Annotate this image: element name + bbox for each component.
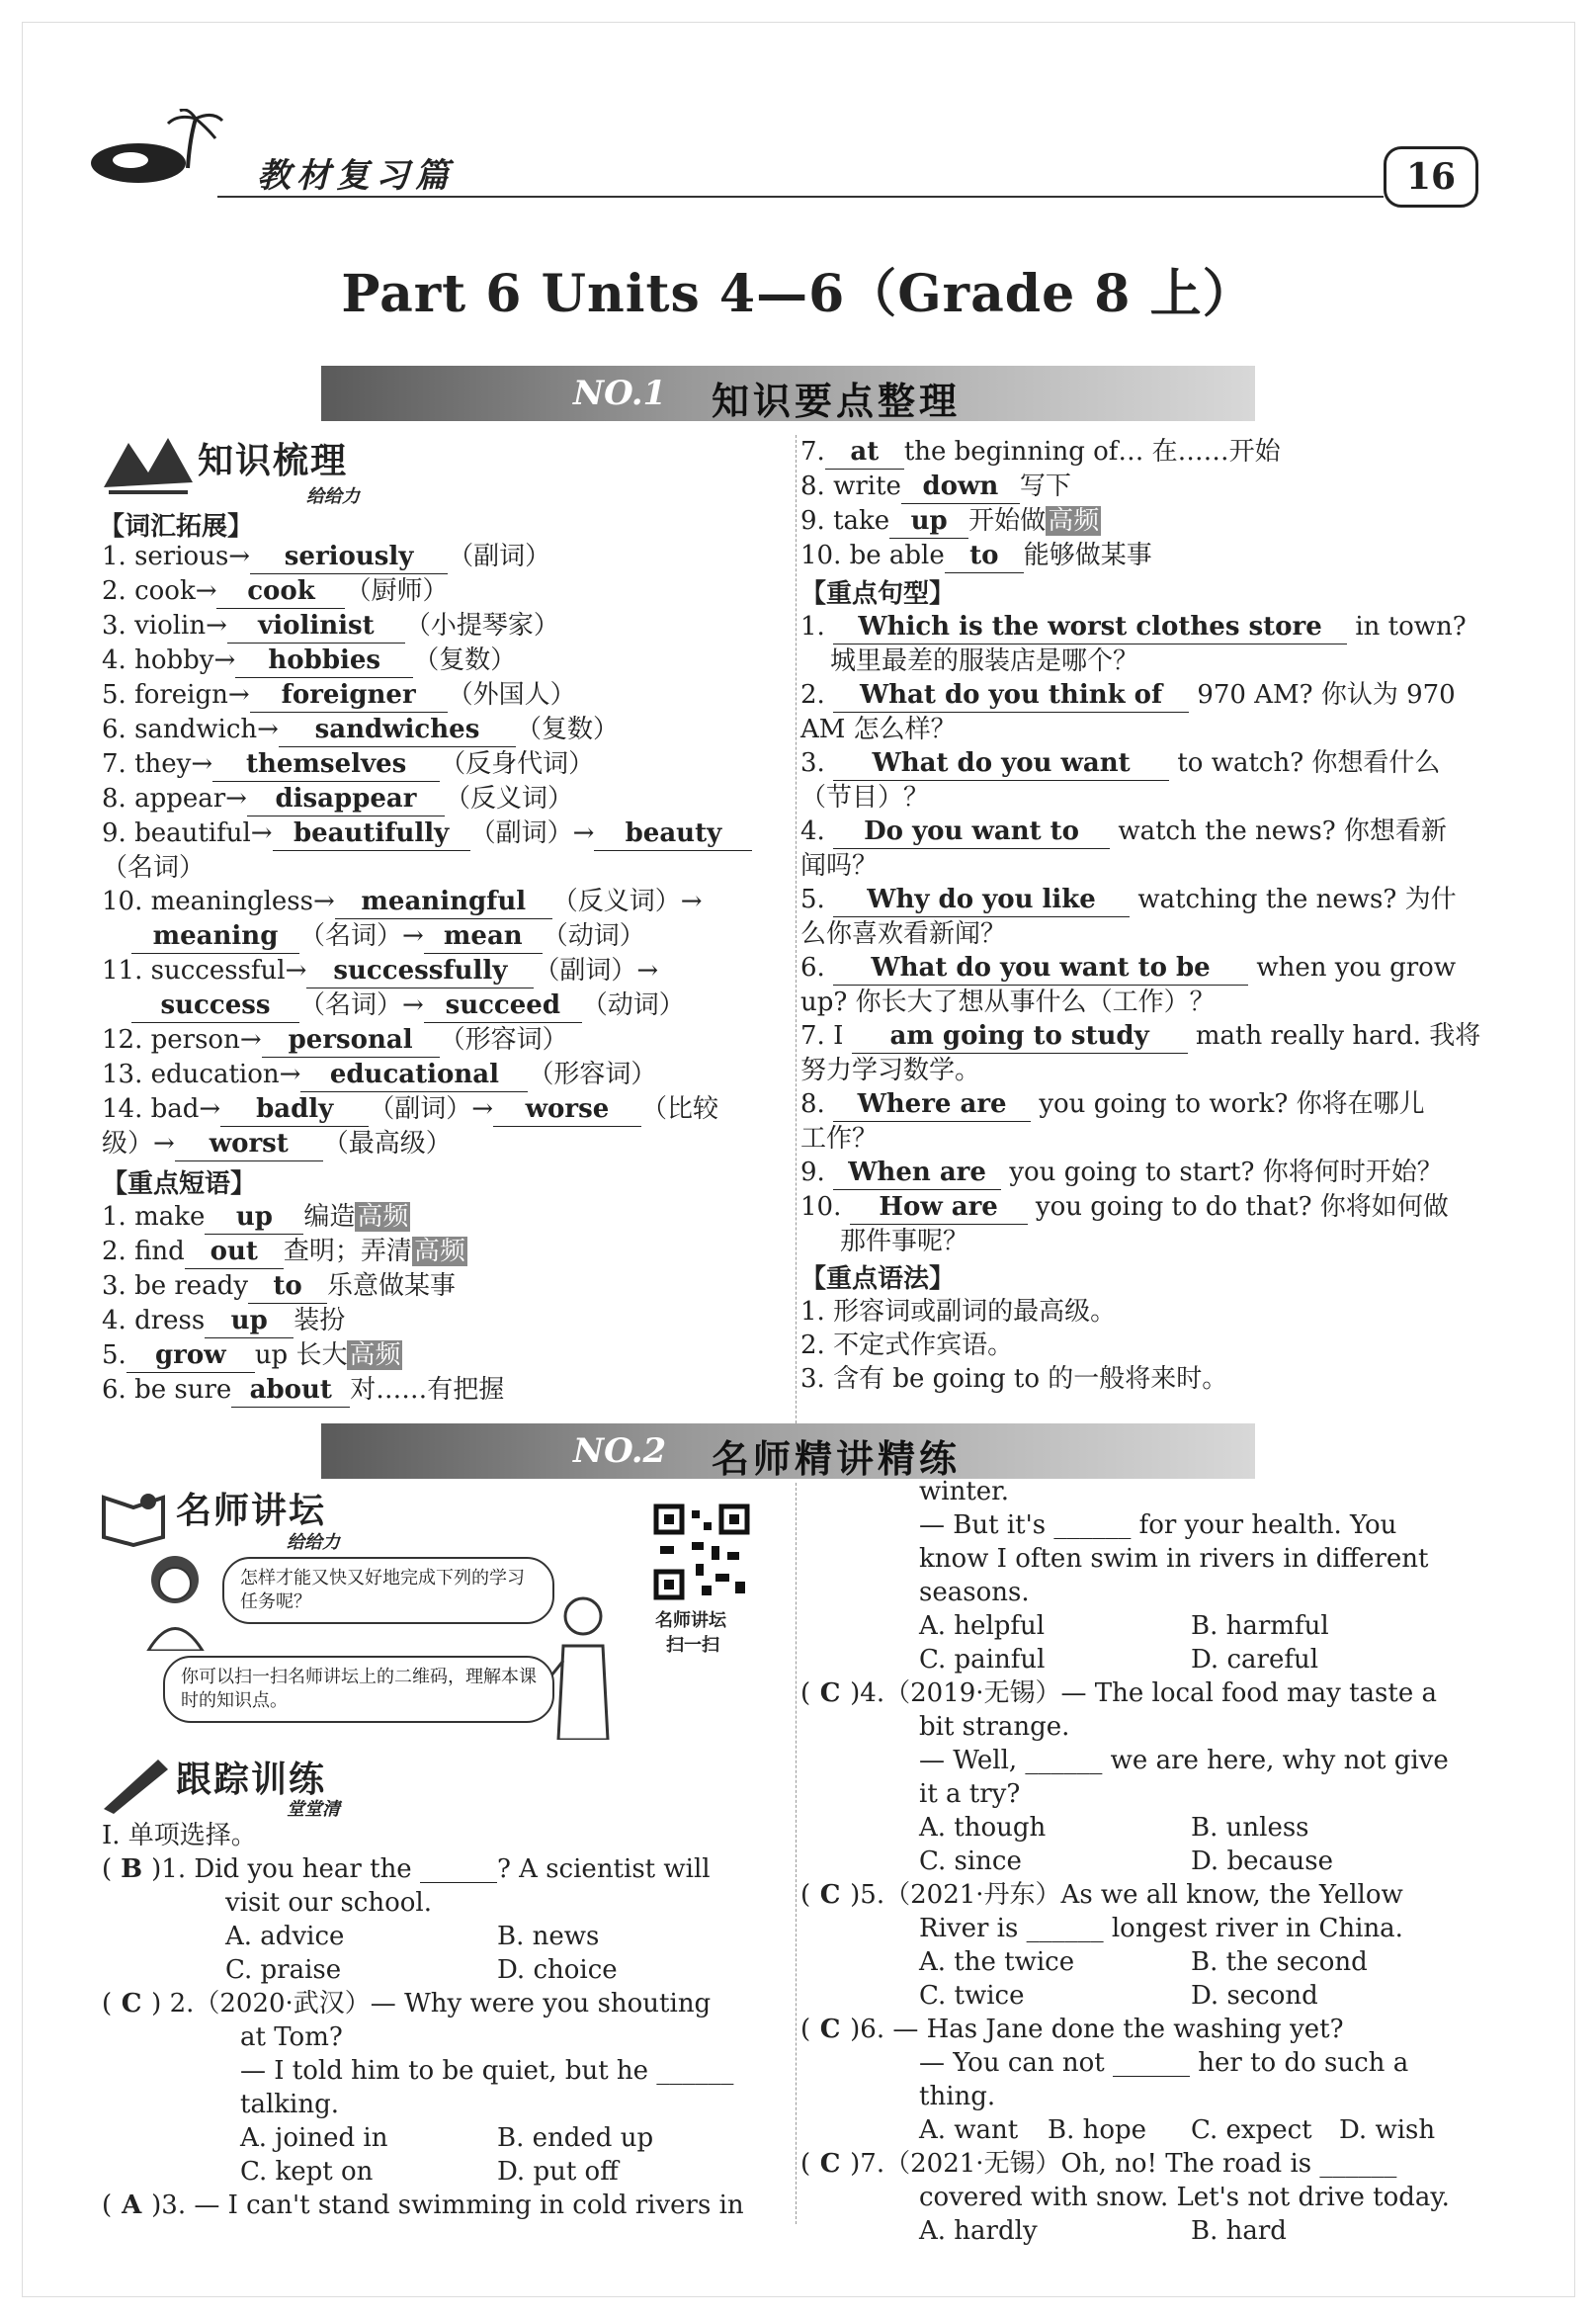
teacher-sub: 给给力	[287, 1532, 340, 1553]
sentence-cn: up? 你长大了想从事什么（工作）？	[800, 988, 1216, 1017]
sentence-item: 10. How are you going to do that? 你将如何做	[800, 1190, 1480, 1225]
sentence-item: 4. Do you want to watch the news? 你想看新	[800, 815, 1480, 849]
question-text: winter.	[919, 1477, 1009, 1506]
options: C. painful D. careful	[919, 1645, 1319, 1675]
question-text: visit our school.	[225, 1888, 433, 1918]
header-rule	[217, 196, 1384, 198]
options: C. twice D. second	[919, 1981, 1318, 2011]
question-text: covered with snow. Let's not drive today.	[919, 2183, 1450, 2212]
practice-left	[102, 1819, 774, 2222]
page-number: 16	[1384, 146, 1478, 208]
grammar-item: 1. 形容词或副词的最高级。	[800, 1297, 1117, 1327]
vocab-item: 1. serious→ seriously （副词）	[102, 540, 752, 574]
vocab-item-cont: 级）→ worst （最高级）	[102, 1127, 752, 1161]
question-text: — Well, ______ we are here, why not give	[919, 1746, 1449, 1775]
options: A. helpful B. harmful	[919, 1611, 1329, 1641]
column-divider	[796, 1483, 798, 2224]
right-column-knowledge	[800, 435, 1480, 1396]
teacher-figure-icon	[133, 1552, 217, 1651]
question-text: seasons.	[919, 1578, 1030, 1607]
question-6: ( C )6. — Has Jane done the washing yet?	[800, 2015, 1344, 2044]
sentence-item: 7. I am going to study math really hard. 我将	[800, 1019, 1480, 1054]
question-3: ( A )3. — I can't stand swimming in cold rivers in	[102, 2190, 744, 2220]
banner-teacher	[321, 1423, 1255, 1479]
question-7: ( C )7.（2021·无锡）Oh, no! The road is ______	[800, 2149, 1397, 2179]
question-4: ( C )4.（2019·无锡）— The local food may taste a	[800, 1678, 1437, 1708]
qr-code-icon[interactable]	[652, 1503, 751, 1601]
options: A. hardly B. hard	[919, 2216, 1287, 2246]
sentence-item: 8. Where are you going to work? 你将在哪儿	[800, 1087, 1480, 1122]
sentence-cn: 么你喜欢看新闻？	[800, 919, 1007, 949]
pen-icon	[99, 1755, 173, 1814]
question-text: — But it's ______ for your health. You	[919, 1510, 1397, 1540]
phrases-bracket: 【重点短语】	[102, 1169, 257, 1199]
phrase-item: 9. take up 开始做高频	[800, 504, 1480, 539]
phrase-item: 8. write down 写下	[800, 470, 1480, 504]
vocab-item: 5. foreign→ foreigner （外国人）	[102, 678, 752, 713]
question-5: ( C )5.（2021·丹东）As we all know, the Yellow	[800, 1880, 1403, 1910]
grammar-item: 2. 不定式作宾语。	[800, 1331, 1014, 1360]
banner-title: 知识要点整理	[712, 379, 962, 423]
options: A. advice B. news	[225, 1922, 600, 1951]
sentence-cn: 努力学习数学。	[800, 1056, 981, 1085]
banner-knowledge	[321, 366, 1255, 421]
sentence-item: 5. Why do you like watching the news? 为什	[800, 883, 1480, 917]
vocab-item: 14. bad→ badly （副词）→ worse （比较	[102, 1092, 752, 1127]
vocab-item-cont: success （名词）→ succeed （动词）	[102, 988, 752, 1023]
vocab-item-cont: （名词）	[102, 853, 206, 883]
palm-island-logo-icon	[89, 109, 227, 188]
question-text: River is ______ longest river in China.	[919, 1914, 1403, 1943]
sentence-cn: 那件事呢？	[840, 1227, 969, 1256]
sentences-bracket: 【重点句型】	[800, 579, 956, 609]
section-title: 教材复习篇	[257, 156, 455, 196]
vocab-item: 8. appear→ disappear （反义词）	[102, 782, 752, 816]
teacher-figure-icon	[539, 1591, 628, 1740]
vocab-item: 13. education→ educational （形容词）	[102, 1058, 752, 1092]
vocab-item: 9. beautiful→ beautifully （副词）→ beauty	[102, 816, 752, 851]
vocab-bracket: 【词汇拓展】	[99, 512, 254, 542]
grammar-item: 3. 含有 be going to 的一般将来时。	[800, 1364, 1228, 1394]
banner-number: NO.2	[573, 1431, 667, 1471]
options: C. kept on D. put off	[240, 2157, 619, 2187]
phrase-item: 7. at the beginning of… 在……开始	[800, 435, 1480, 470]
sentence-cn: 工作？	[800, 1124, 879, 1154]
question-text: at Tom?	[240, 2022, 343, 2052]
banner-title: 名师精讲精练	[712, 1436, 962, 1481]
phrase-item: 1. make up 编造高频	[102, 1200, 752, 1235]
phrase-item: 2. find out 查明；弄清高频	[102, 1235, 752, 1269]
sentence-item: 2. What do you think of 970 AM? 你认为 970	[800, 678, 1480, 713]
vocab-item: 7. they→ themselves （反身代词）	[102, 747, 752, 782]
speech-bubble-question: 怎样才能又快又好地完成下列的学习任务呢？	[222, 1557, 554, 1624]
sentence-item: 3. What do you want to watch? 你想看什么	[800, 746, 1480, 781]
vocab-item: 10. meaningless→ meaningful （反义词）→	[102, 885, 752, 919]
question-text: thing.	[919, 2082, 996, 2111]
practice-right	[800, 1475, 1472, 2248]
part-title: Ⅰ. 单项选择。	[102, 1821, 257, 1850]
vocab-item: 12. person→ personal （形容词）	[102, 1023, 752, 1058]
knowledge-sub: 给给力	[306, 486, 360, 507]
phrase-item: 3. be ready to 乐意做某事	[102, 1269, 752, 1304]
sentence-cn: 闻吗？	[800, 851, 879, 881]
sentence-cn: （节目）？	[800, 783, 930, 813]
question-text: — You can not ______ her to do such a	[919, 2048, 1409, 2078]
grammar-bracket: 【重点语法】	[800, 1264, 956, 1294]
phrase-item: 5. grow up 长大高频	[102, 1338, 752, 1373]
book-hand-icon	[99, 1488, 168, 1547]
vocab-item: 4. hobby→ hobbies （复数）	[102, 644, 752, 678]
phrase-item: 10. be able to 能够做某事	[800, 539, 1480, 573]
options: A. joined in B. ended up	[240, 2123, 654, 2153]
options: A. the twice B. the second	[919, 1947, 1368, 1977]
vocab-item-cont: meaning （名词）→ mean （动词）	[102, 919, 752, 954]
sentence-item: 6. What do you want to be when you grow	[800, 951, 1480, 986]
banner-number: NO.1	[573, 374, 667, 413]
vocab-list	[102, 540, 752, 1408]
question-2: ( C ) 2.（2020·武汉）— Why were you shouting	[102, 1989, 712, 2018]
phrase-item: 4. dress up 装扮	[102, 1304, 752, 1338]
sentence-item: 9. When are you going to start? 你将何时开始？	[800, 1156, 1480, 1190]
options: C. since D. because	[919, 1847, 1334, 1876]
question-text: talking.	[240, 2090, 339, 2119]
question-1: ( B )1. Did you hear the ______? A scientist will	[102, 1854, 711, 1884]
teacher-heading: 名师讲坛	[176, 1490, 327, 1531]
question-text: bit strange.	[919, 1712, 1070, 1742]
options: A. want B. hope C. expect D. wish	[919, 2115, 1436, 2145]
knowledge-heading: 知识梳理	[198, 440, 349, 481]
sentence-cn: 城里最差的服装店是哪个？	[830, 646, 1139, 676]
vocab-item: 2. cook→ cook （厨师）	[102, 574, 752, 609]
options: C. praise D. choice	[225, 1955, 618, 1985]
question-text: know I often swim in rivers in different	[919, 1544, 1429, 1574]
practice-sub: 堂堂清	[287, 1799, 340, 1820]
vocab-item: 6. sandwich→ sandwiches （复数）	[102, 713, 752, 747]
book-hand-icon	[99, 433, 198, 496]
phrase-item: 6. be sure about 对……有把握	[102, 1373, 752, 1408]
sentence-item: 1. Which is the worst clothes store in town?	[800, 610, 1480, 644]
qr-label: 名师讲坛	[655, 1610, 726, 1631]
question-text: it a try?	[919, 1779, 1021, 1809]
vocab-item: 3. violin→ violinist （小提琴家）	[102, 609, 752, 644]
page-title: Part 6 Units 4—6（Grade 8 上）	[341, 264, 1255, 324]
options: A. though B. unless	[919, 1813, 1309, 1843]
vocab-item: 11. successful→ successfully （副词）→	[102, 954, 752, 988]
column-divider	[796, 435, 798, 1453]
sentence-cn: AM 怎么样？	[800, 715, 957, 744]
qr-label: 扫一扫	[666, 1635, 719, 1656]
question-text: — I told him to be quiet, but he ______	[240, 2056, 734, 2086]
practice-heading: 跟踪训练	[176, 1759, 327, 1800]
speech-bubble-answer: 你可以扫一扫名师讲坛上的二维码，理解本课时的知识点。	[163, 1656, 554, 1723]
